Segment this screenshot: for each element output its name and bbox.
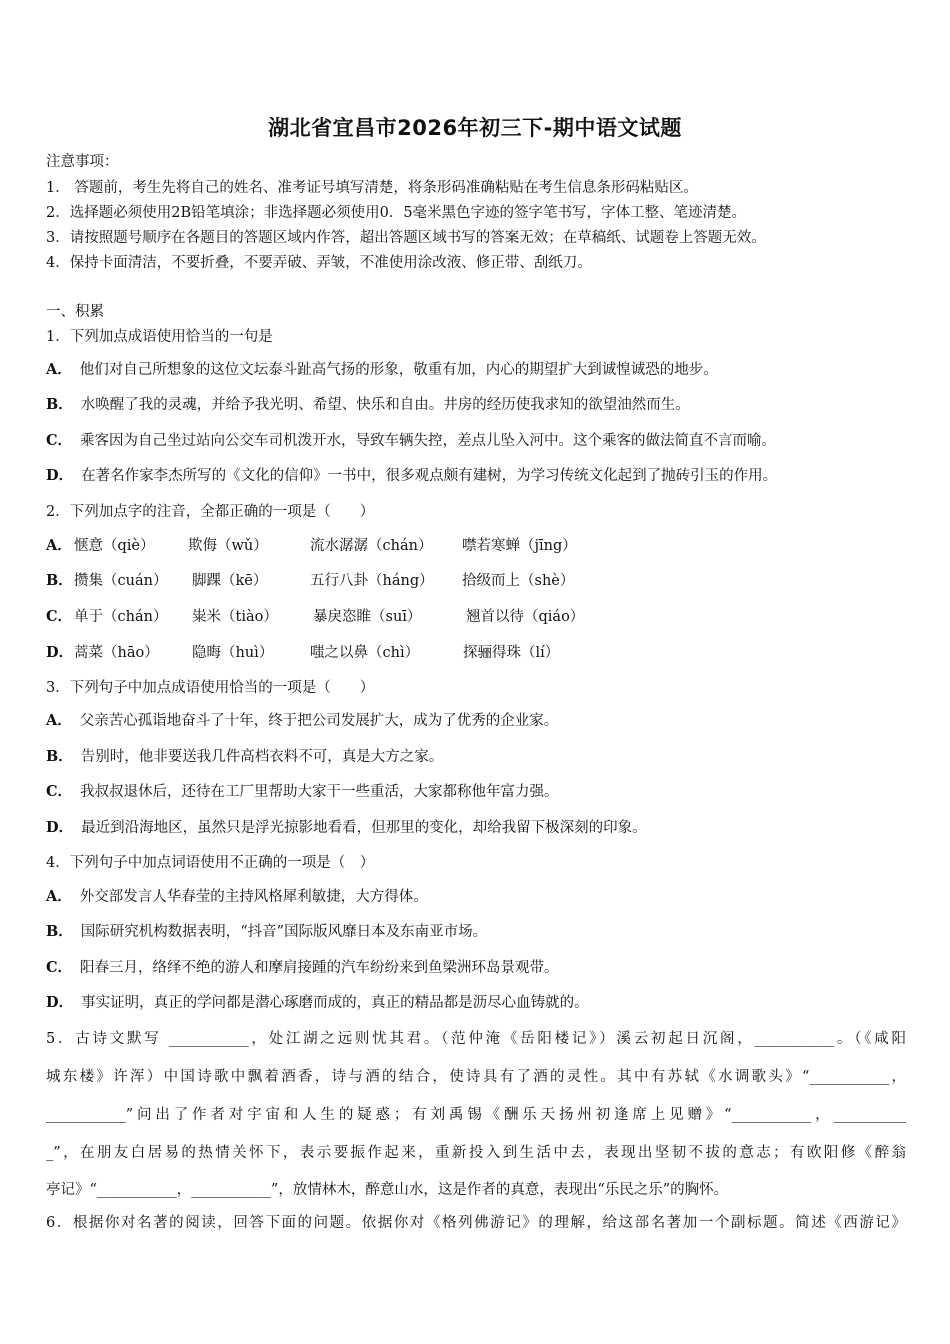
option-key: C． [46, 783, 73, 800]
question-5-line: _”，在朋友白居易的热情关怀下，表示要振作起来，重新投入到生活中去，表现出坚韧不拔的意志；有欧阳修《醉翁 [46, 1145, 906, 1161]
option-key: B． [46, 923, 73, 940]
option-key: B． [46, 396, 73, 413]
option-key: D． [46, 467, 74, 484]
notice-heading: 注意事项： [46, 154, 119, 170]
pinyin-cell: 脚踝（kē） [192, 573, 268, 589]
option-d [46, 993, 589, 1013]
pinyin-cell: 暴戾恣睢（suī） [313, 609, 422, 625]
option-key: D． [46, 644, 74, 661]
question-5-line: 城东楼》许浑）中国诗歌中飘着酒香，诗与酒的结合，使诗具有了酒的灵性。其中有苏轼《水调歌头》“___________， [46, 1069, 906, 1085]
option-text: 事实证明，真正的学问都是潜心琢磨而成的，真正的精品都是沥尽心血铸就的。 [81, 995, 589, 1011]
question-stem: 4．下列句子中加点词语使用不正确的一项是（ ） [46, 855, 375, 871]
question-6-line: 6．根据你对名著的阅读，回答下面的问题。依据你对《格列佛游记》的理解，给这部名著加一个副标题。简述《西游记》 [46, 1215, 906, 1231]
option-b [46, 747, 443, 767]
question-5-line: ___________”问出了作者对宇宙和人生的疑惑；有刘禹锡《酬乐天扬州初逢席上见赠》“___________，__________ [46, 1107, 906, 1123]
pinyin-cell: 攒集（cuán） [74, 573, 168, 589]
pinyin-cell: 单于（chán） [74, 609, 168, 625]
section-heading: 一、积累 [46, 304, 104, 320]
pinyin-cell: 流水潺潺（chán） [310, 538, 433, 554]
pinyin-cell: 五行八卦（háng） [310, 573, 434, 589]
pinyin-cell: 蒿菜（hāo） [74, 645, 159, 661]
option-text: 父亲苦心孤诣地奋斗了十年，终于把公司发展扩大，成为了优秀的企业家。 [79, 713, 559, 729]
pinyin-cell: 嗤之以鼻（chì） [310, 645, 420, 661]
option-a [46, 711, 558, 731]
option-a [46, 360, 718, 380]
option-key: C． [46, 432, 73, 449]
question-stem: 3．下列句子中加点成语使用恰当的一项是（ ） [46, 680, 375, 696]
option-key: C． [46, 959, 73, 976]
option-c [46, 431, 776, 451]
option-text: 他们对自己所想象的这位文坛泰斗趾高气扬的形象，敬重有加，内心的期望扩大到诚惶诚恐的地步。 [79, 362, 718, 378]
question-stem: 2．下列加点字的注音，全都正确的一项是（ ） [46, 504, 375, 520]
option-text: 在著名作家李杰所写的《文化的信仰》一书中，很多观点颇有建树，为学习传统文化起到了抛砖引玉的作用。 [81, 468, 778, 484]
pinyin-cell: 隐晦（huì） [192, 645, 274, 661]
option-key: A． [46, 888, 72, 905]
option-key: C． [46, 608, 73, 625]
option-d [46, 818, 647, 838]
question-stem: 1．下列加点成语使用恰当的一句是 [46, 329, 273, 345]
option-text: 阳春三月，络绎不绝的游人和摩肩接踵的汽车纷纷来到鱼梁洲环岛景观带。 [80, 960, 559, 976]
option-a [46, 887, 428, 907]
option-c [46, 958, 559, 978]
notice-item: 2．选择题必须使用2B铅笔填涂；非选择题必须使用0．5毫米黑色字迹的签字笔书写，字体工整、笔迹清楚。 [46, 205, 747, 221]
option-key: A． [46, 712, 72, 729]
pinyin-cell: 惬意（qiè） [74, 538, 155, 554]
option-c [46, 782, 559, 802]
option-text: 告别时，他非要送我几件高档衣料不可，真是大方之家。 [80, 749, 444, 765]
notice-item: 3．请按照题号顺序在各题目的答题区域内作答，超出答题区域书写的答案无效；在草稿纸、试题卷上答题无效。 [46, 230, 766, 246]
option-d [46, 466, 777, 486]
option-key: D． [46, 994, 74, 1011]
option-b [46, 395, 690, 415]
pinyin-cell: 欺侮（wǔ） [188, 538, 268, 554]
option-b [46, 922, 487, 942]
pinyin-cell: 拾级而上（shè） [462, 573, 575, 589]
notice-item: 1． 答题前，考生先将自己的姓名、准考证号填写清楚，将条形码准确粘贴在考生信息条形码粘贴区。 [46, 180, 698, 196]
notice-item: 4．保持卡面清洁，不要折叠，不要弄破、弄皱，不准使用涂改液、修正带、刮纸刀。 [46, 255, 592, 271]
question-5-line: 5．古诗文默写 ___________，处江湖之远则忧其君。（范仲淹《岳阳楼记》）溪云初起日沉阁，___________。（《咸阳 [46, 1031, 906, 1047]
option-key: D． [46, 819, 74, 836]
pinyin-cell: 翘首以待（qiáo） [466, 609, 585, 625]
option-text: 乘客因为自己坐过站向公交车司机泼开水，导致车辆失控，差点儿坠入河中。这个乘客的做法简直不言而喻。 [80, 433, 777, 449]
option-text: 我叔叔退休后，还待在工厂里帮助大家干一些重活，大家都称他年富力强。 [80, 784, 559, 800]
question-5-line: 亭记》“___________，___________”，放情林木，醉意山水，这是作者的真意，表现出“乐民之乐”的胸怀。 [46, 1182, 729, 1198]
option-text: 最近到沿海地区，虽然只是浮光掠影地看看，但那里的变化，却给我留下极深刻的印象。 [81, 820, 647, 836]
option-text: 国际研究机构数据表明，“抖音”国际版风靡日本及东南亚市场。 [80, 924, 488, 940]
option-key: B． [46, 572, 73, 589]
option-key: B． [46, 748, 73, 765]
pinyin-cell: 粜米（tiào） [192, 609, 278, 625]
option-text: 外交部发言人华春莹的主持风格犀利敏捷，大方得体。 [79, 889, 428, 905]
option-text: 水唤醒了我的灵魂，并给予我光明、希望、快乐和自由。井房的经历使我求知的欲望油然而生。 [80, 397, 690, 413]
page-title: 湖北省宜昌市2026年初三下-期中语文试题 [268, 116, 682, 140]
option-key: A． [46, 361, 72, 378]
pinyin-cell: 探骊得珠（lí） [463, 645, 560, 661]
option-key: A． [46, 537, 72, 554]
pinyin-cell: 噤若寒蝉（jīng） [462, 538, 577, 554]
